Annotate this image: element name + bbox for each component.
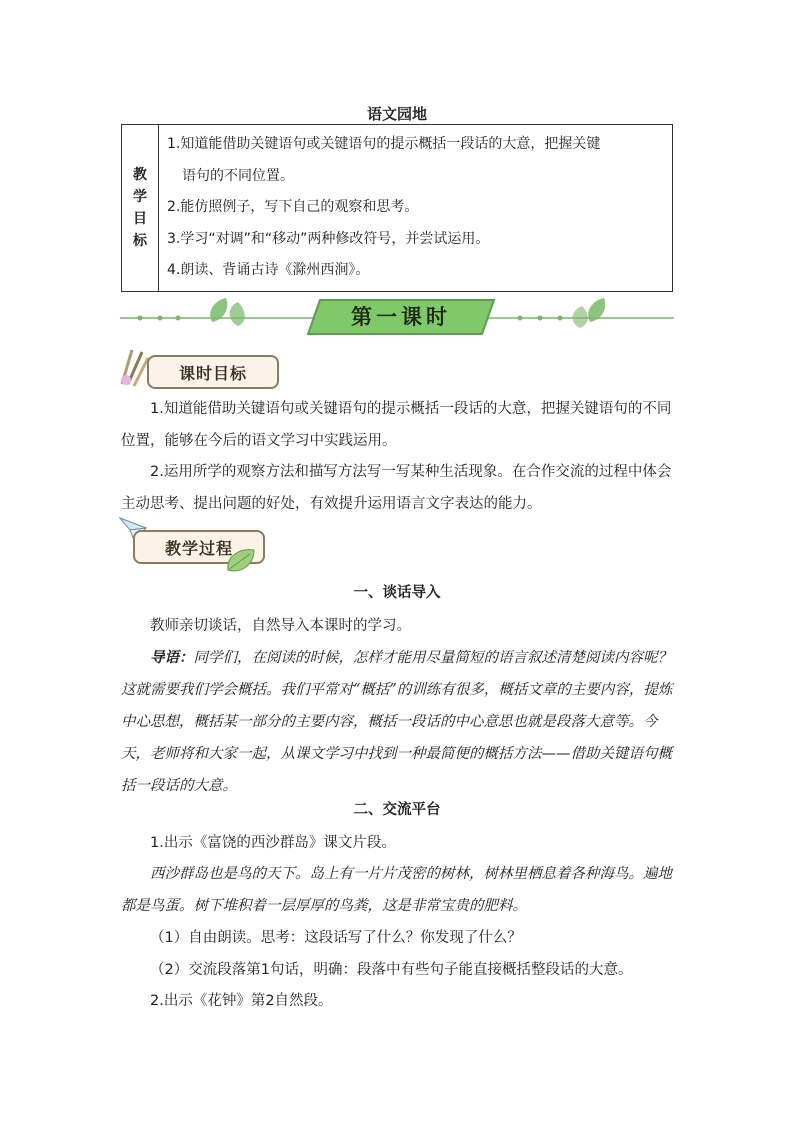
guide-label: 导语： bbox=[150, 649, 194, 666]
goals-label-char: 标 bbox=[133, 232, 147, 249]
section-badge-teaching-process: 教学过程 bbox=[133, 530, 265, 564]
question-1: （1）自由朗读。思考：这段话写了什么？你发现了什么？ bbox=[150, 930, 522, 946]
excerpt-paragraph: 西沙群岛也是鸟的天下。岛上有一片片茂密的树林，树林里栖息着各种海鸟。遍地都是鸟蛋。树下堆积着一层厚厚的鸟粪，这是非常宝贵的肥料。 bbox=[121, 866, 672, 914]
goals-label-char: 学 bbox=[133, 188, 147, 205]
lesson-goal-paragraph: 1.知道能借助关键语句或关键语句的提示概括一段话的大意，把握关键语句的不同位置，能够在今后的语文学习中实践运用。 bbox=[121, 401, 672, 449]
question-2: （2）交流段落第1句话，明确：段落中有些句子能直接概括整段话的大意。 bbox=[150, 962, 633, 978]
heading-exchange: 二、交流平台 bbox=[353, 802, 441, 818]
goal-item: 3.学习“对调”和“移动”两种修改符号，并尝试运用。 bbox=[167, 230, 490, 247]
lesson-goal-paragraph: 2.运用所学的观察方法和描写方法写一写某种生活现象。在合作交流的过程中体会主动思考、提出问题的好处，有效提升运用语言文字表达的能力。 bbox=[121, 464, 672, 512]
step-1: 1.出示《富饶的西沙群岛》课文片段。 bbox=[150, 835, 396, 851]
leaf-icon bbox=[224, 546, 258, 574]
goals-label-char: 教 bbox=[133, 166, 147, 183]
goals-label-cell bbox=[122, 125, 159, 292]
goal-item: 1.知道能借助关键语句或关键语句的提示概括一段话的大意，把握关键 bbox=[167, 136, 601, 152]
goals-label-char: 目 bbox=[133, 210, 147, 227]
goal-item-continued: 语句的不同位置。 bbox=[182, 167, 294, 184]
goals-body-cell bbox=[159, 125, 673, 292]
goal-item: 4.朗读、背诵古诗《滁州西涧》。 bbox=[167, 262, 370, 278]
section-badge-lesson-goals: 课时目标 bbox=[147, 355, 279, 389]
lesson-banner bbox=[120, 294, 674, 338]
page-title: 语文园地 bbox=[366, 105, 427, 123]
banner-text: 第一课时 bbox=[351, 305, 451, 329]
intro-paragraph: 教师亲切谈话，自然导入本课时的学习。 bbox=[150, 618, 411, 634]
guide-text: 同学们，在阅读的时候，怎样才能用尽量简短的语言叙述清楚阅读内容呢？这就需要我们学会概括。我们平常对“概括”的训练有很多，概括文章的主要内容，提炼中心思想，概括某一部分的主要内容，概括一段话的中心意思也就是段落大意等。今天，老师将和大家一起，从课文学习中找到一种最简便的概括方法——借助关键语句概括一段话的大意。 bbox=[121, 650, 673, 794]
teaching-goals-table bbox=[121, 124, 673, 292]
goal-item: 2.能仿照例子，写下自己的观察和思考。 bbox=[167, 199, 419, 215]
heading-intro: 一、谈话导入 bbox=[353, 585, 441, 601]
step-2: 2.出示《花钟》第2自然段。 bbox=[150, 993, 333, 1009]
guide-paragraph bbox=[121, 642, 673, 802]
